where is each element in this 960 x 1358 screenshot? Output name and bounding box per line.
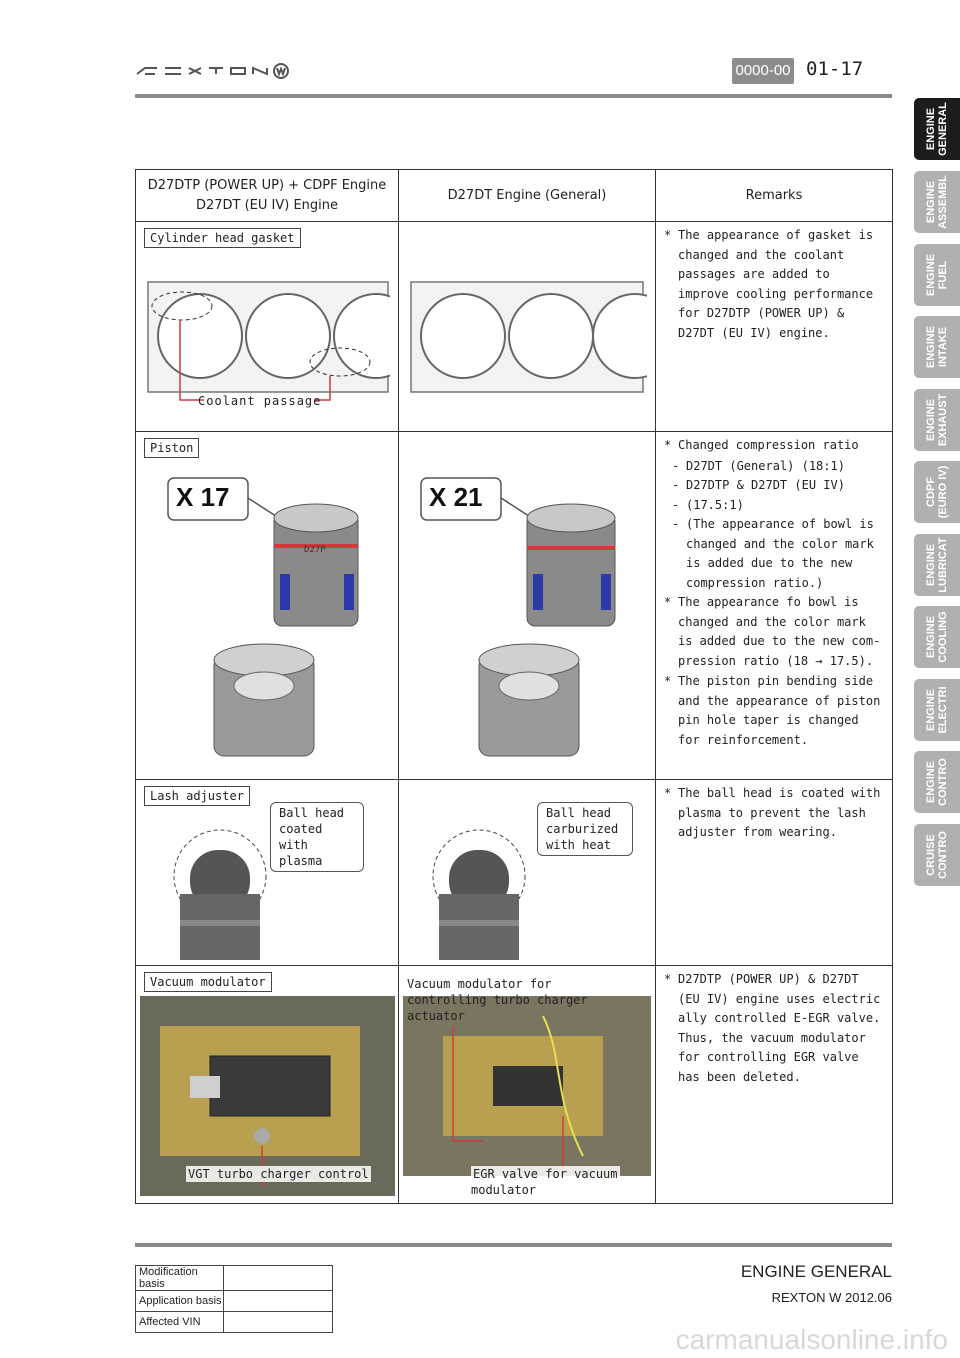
tab-engine-electrical[interactable] <box>914 679 960 741</box>
vgt-control-label: VGT turbo charger control <box>188 1167 369 1181</box>
gasket-remarks-cell <box>656 222 893 432</box>
gasket-new-illustration <box>144 254 390 404</box>
piston-stamp-label: D27P <box>304 545 326 555</box>
lash-new-callout: Ball head coated with plasma <box>270 802 364 872</box>
tab-engine-cooling[interactable] <box>914 606 960 668</box>
footer-title: ENGINE GENERAL <box>740 1262 892 1281</box>
vacuum-new-cell <box>136 966 399 1204</box>
piston-remark-bowl: * The appearance fo bowl is changed and the color mark is added due to the new com-pression ratio (18 → 17.5). <box>664 593 882 671</box>
tag-piston: Piston <box>144 438 199 458</box>
lash-remark: * The ball head is coated with plasma to prevent the lash adjuster from wearing. <box>664 784 882 843</box>
page-number: 01-17 <box>806 58 864 80</box>
piston-remark-compression: * Changed compression ratio <box>664 436 882 456</box>
header-divider <box>135 94 892 98</box>
gasket-old-cell <box>399 222 656 432</box>
rexton-logo <box>135 60 290 84</box>
piston-new-cell <box>136 432 399 780</box>
tab-label: ENGINE FUEL <box>925 253 949 297</box>
tab-label: CDPF (EURO IV) <box>925 465 949 519</box>
mod-key: Affected VIN <box>136 1312 224 1333</box>
tab-label: CRUISE CONTRO <box>925 831 949 879</box>
piston-mark-x21: X 21 <box>429 482 483 512</box>
lash-new-illustration <box>170 824 280 960</box>
lash-old-callout: Ball head carburized with heat <box>537 802 633 856</box>
piston-remarks-cell <box>656 432 893 780</box>
tab-engine-general[interactable] <box>914 98 960 160</box>
piston-remark-new-ratio: - D27DTP & D27DT (EU IV) <box>664 476 882 496</box>
piston-old-cell <box>399 432 656 780</box>
egr-valve-label-line1: EGR valve for vacuum <box>473 1167 618 1181</box>
gasket-old-illustration <box>407 254 647 404</box>
modification-table <box>135 1265 333 1333</box>
tab-label: ENGINE ASSEMBL <box>925 175 949 229</box>
lash-old-cell <box>399 780 656 966</box>
vacuum-remarks-cell <box>656 966 893 1204</box>
section-code-badge: 0000-00 <box>732 58 794 84</box>
mod-value <box>224 1291 333 1312</box>
tag-cylinder-head-gasket: Cylinder head gasket <box>144 228 301 248</box>
header-new-engine-line2: D27DT (EU IV) Engine <box>195 197 339 213</box>
tab-engine-exhaust[interactable] <box>914 389 960 451</box>
tab-engine-control[interactable] <box>914 751 960 813</box>
mod-value <box>224 1266 333 1291</box>
piston-remark-note: - (The appearance of bowl is changed and the color mark is added due to the new compression ratio.) <box>664 515 882 593</box>
tab-label: ENGINE COOLING <box>925 611 949 663</box>
tab-engine-intake[interactable] <box>914 316 960 378</box>
tab-label: ENGINE GENERAL <box>925 102 949 156</box>
vacuum-old-top-label: Vacuum modulator for controlling turbo charger actuator <box>407 977 588 1023</box>
tab-engine-assembly[interactable] <box>914 171 960 233</box>
comparison-table <box>135 169 893 1204</box>
tab-label: ENGINE CONTRO <box>925 758 949 806</box>
lash-new-cell <box>136 780 399 966</box>
gasket-new-cell <box>136 222 399 432</box>
tab-label: ENGINE EXHAUST <box>925 393 949 447</box>
tab-engine-lubrication[interactable] <box>914 534 960 596</box>
piston-remark-pin: * The piston pin bending side and the appearance of piston pin hole taper is changed for reinforcement. <box>664 672 882 750</box>
tab-label: ENGINE LUBRICAT <box>925 537 949 593</box>
lash-old-illustration <box>429 824 539 960</box>
mod-key: Modification basis <box>136 1266 224 1291</box>
tab-label: ENGINE INTAKE <box>925 325 949 369</box>
header-remarks: Remarks <box>656 170 893 222</box>
coolant-passage-label: Coolant passage <box>198 394 322 408</box>
tag-lash-adjuster: Lash adjuster <box>144 786 250 806</box>
watermark: carmanualsonline.info <box>675 1324 948 1355</box>
tab-label: ENGINE ELECTRI <box>925 686 949 734</box>
egr-valve-label-line2: modulator <box>471 1183 537 1197</box>
gasket-remark: * The appearance of gasket is changed and the coolant passages are added to improve cooling performance for D27DTP (POWER UP) & D27DT (EU IV) engine. <box>664 226 882 343</box>
header-general-engine: D27DT Engine (General) <box>399 170 656 222</box>
vacuum-remark: * D27DTP (POWER UP) & D27DT (EU IV) engine uses electric ally controlled E-EGR valve. Thus, the vacuum modulator for controlling EGR valve has been deleted. <box>664 970 882 1087</box>
vacuum-old-cell <box>399 966 656 1204</box>
tab-cdpf[interactable] <box>914 461 960 523</box>
tab-engine-fuel[interactable] <box>914 244 960 306</box>
tag-vacuum-modulator: Vacuum modulator <box>144 972 272 992</box>
lash-remarks-cell <box>656 780 893 966</box>
footer-subtitle: REXTON W 2012.06 <box>771 1290 892 1305</box>
piston-old-illustration <box>417 474 637 764</box>
mod-value <box>224 1312 333 1333</box>
mod-key: Application basis <box>136 1291 224 1312</box>
footer-divider <box>135 1243 892 1247</box>
piston-mark-x17: X 17 <box>176 482 230 512</box>
header-new-engine-line1: D27DTP (POWER UP) + CDPF Engine <box>147 177 387 193</box>
tab-cruise-control[interactable] <box>914 824 960 886</box>
piston-new-illustration <box>164 474 384 764</box>
piston-remark-new-ratio-value: - (17.5:1) <box>664 496 882 516</box>
piston-remark-general-ratio: - D27DT (General) (18:1) <box>664 457 882 477</box>
header-new-engine <box>136 170 399 222</box>
